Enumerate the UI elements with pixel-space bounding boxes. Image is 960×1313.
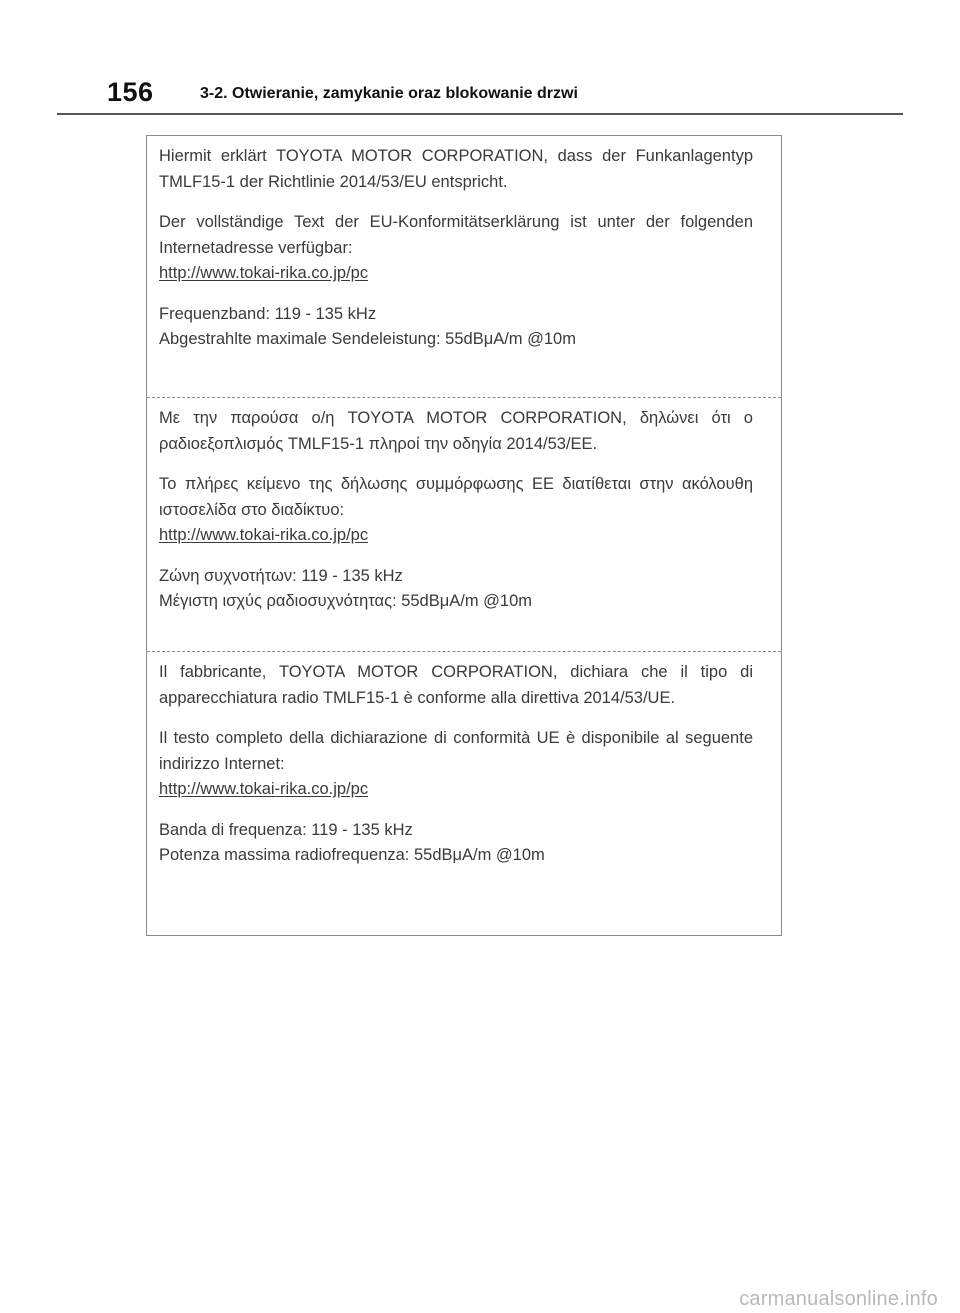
declaration-text: Hiermit erklärt TOYOTA MOTOR CORPORATION, dass der Funkanlagentyp TMLF15-1 der Richtlinie 2014/53/EU entspricht. [159, 147, 753, 191]
max-power-text: Μέγιστη ισχύς ραδιοσυχνότητας: 55dBμA/m @10m [159, 592, 533, 610]
frequency-band-text: Ζώνη συχνοτήτων: 119 - 135 kHz [159, 566, 403, 585]
declaration-url-link[interactable]: http://www.tokai-rika.co.jp/pc [159, 780, 369, 798]
availability-text: Il testo completo della dichiarazione di conformità UE è disponibile al seguente indirizzo Internet: [159, 729, 753, 773]
declaration-url-link[interactable]: http://www.tokai-rika.co.jp/pc [159, 264, 369, 282]
notice-section-italian [147, 651, 781, 935]
availability-text: Το πλήρες κείμενο της δήλωσης συμμόρφωσης ΕΕ διατίθεται στην ακόλουθη ιστοσελίδα στο διαδίκτυο: [159, 475, 753, 519]
header-divider [57, 113, 903, 115]
notice-section-german [147, 136, 781, 397]
declaration-url-link[interactable]: http://www.tokai-rika.co.jp/pc [159, 526, 369, 544]
conformity-notice-box [146, 135, 782, 936]
page-number: 156 [107, 77, 154, 107]
frequency-band-text: Frequenzband: 119 - 135 kHz [159, 304, 377, 323]
declaration-text: Με την παρούσα ο/η TOYOTA MOTOR CORPORATION, δηλώνει ότι ο ραδιοεξοπλισμός TMLF15-1 πληροί την οδηγία 2014/53/ΕΕ. [159, 409, 753, 453]
availability-paragraph [159, 210, 753, 287]
notice-section-greek [147, 397, 781, 651]
specs-paragraph [159, 818, 753, 869]
specs-paragraph [159, 302, 753, 353]
declaration-text: Il fabbricante, TOYOTA MOTOR CORPORATION, dichiara che il tipo di apparecchiatura radio TMLF15-1 è conforme alla direttiva 2014/53/UE. [159, 663, 753, 707]
section-title: 3-2. Otwieranie, zamykanie oraz blokowanie drzwi [200, 85, 578, 102]
watermark-text: carmanualsonline.info [739, 1288, 938, 1310]
max-power-text: Potenza massima radiofrequenza: 55dBμA/m @10m [159, 846, 545, 864]
availability-text: Der vollständige Text der EU-Konformitätserklärung ist unter der folgenden Internetadresse verfügbar: [159, 213, 753, 257]
frequency-band-text: Banda di frequenza: 119 - 135 kHz [159, 820, 413, 839]
max-power-text: Abgestrahlte maximale Sendeleistung: 55dBμA/m @10m [159, 330, 576, 348]
specs-paragraph [159, 564, 753, 615]
availability-paragraph [159, 472, 753, 549]
page-header [0, 0, 960, 118]
availability-paragraph [159, 726, 753, 803]
